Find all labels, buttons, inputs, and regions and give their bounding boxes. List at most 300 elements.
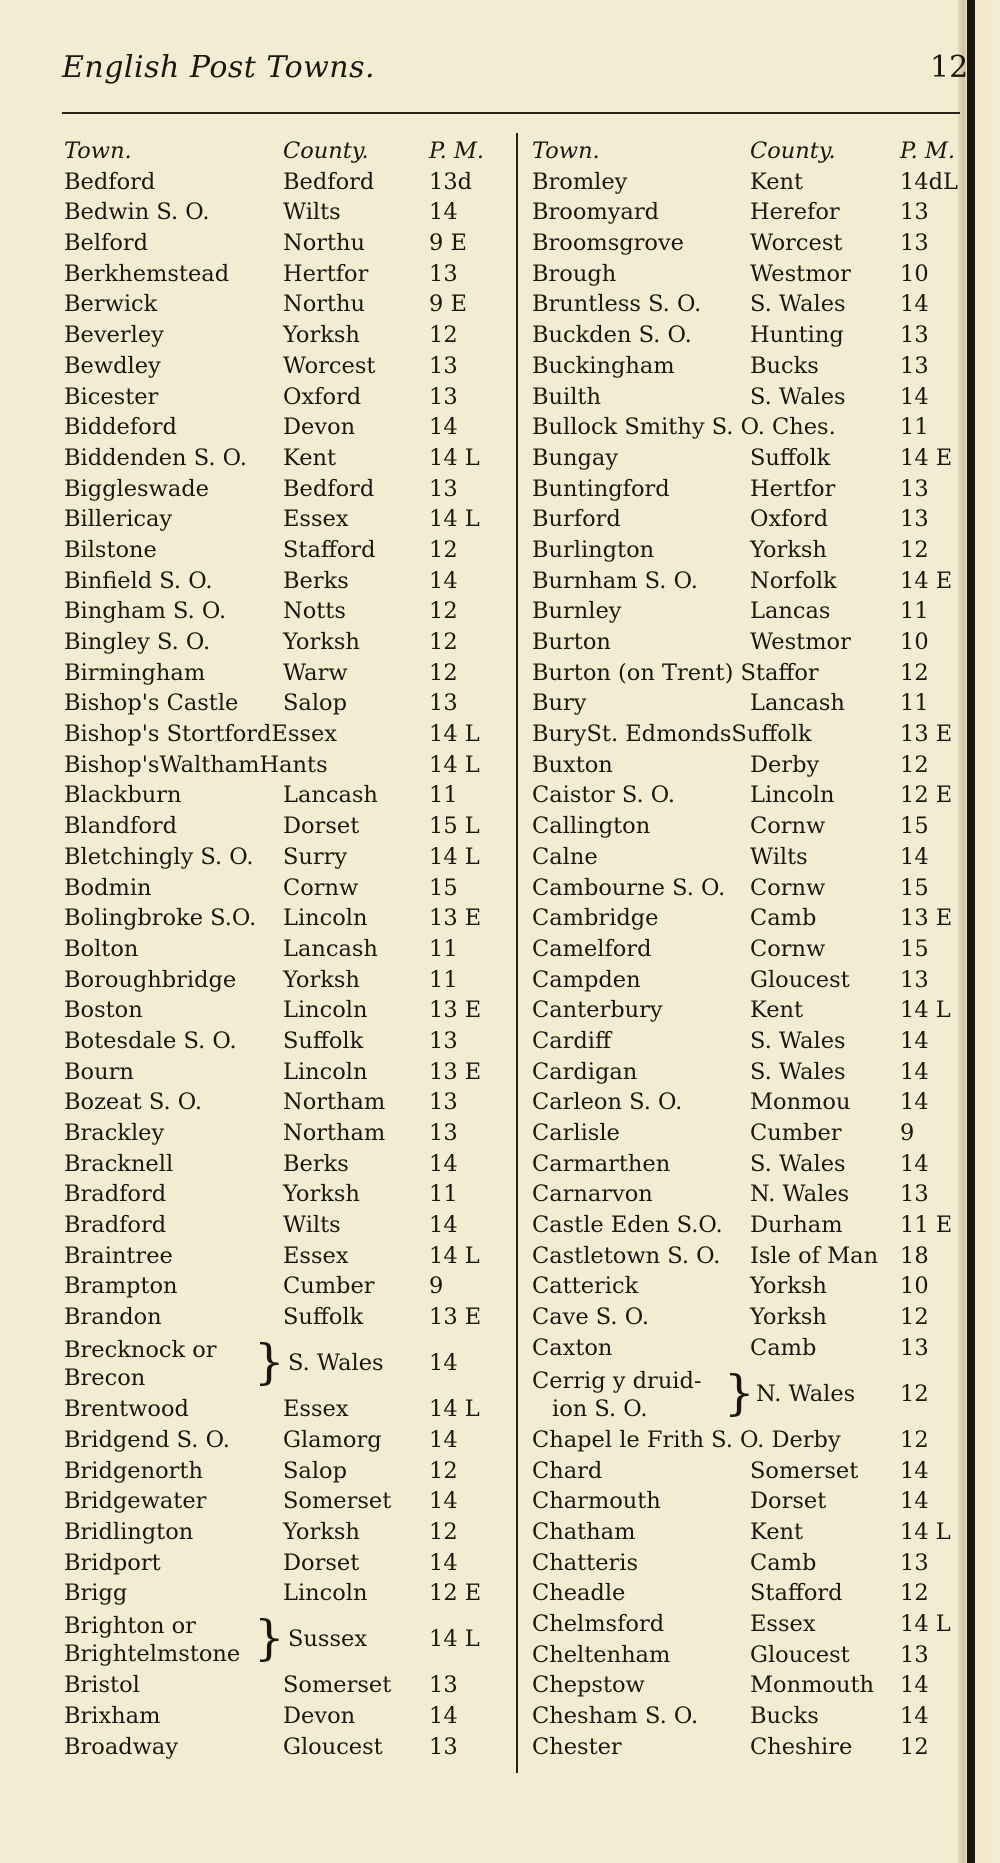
town-cell: Blandford <box>64 813 178 840</box>
town-cell: Carlisle <box>532 1120 620 1146</box>
town-cell: Bodmin <box>64 874 152 901</box>
pm-cell: 14 <box>429 1703 458 1730</box>
town-cell: Bungay <box>532 444 619 471</box>
town-cell: Burton (on Trent) Staffor <box>532 659 819 686</box>
pm-cell: 14 <box>900 1150 929 1177</box>
town-cell: Carmarthen <box>532 1150 671 1177</box>
county-cell: Essex <box>750 1611 816 1638</box>
pm-cell: 12 <box>900 1426 929 1453</box>
town-cell: Bedford <box>64 168 156 195</box>
town-cell: Boroughbridge <box>64 966 237 993</box>
county-cell: Essex <box>283 1396 349 1423</box>
pm-cell: 13 <box>900 1641 929 1668</box>
pm-cell: 11 <box>429 966 458 993</box>
pm-cell: 13 <box>429 260 458 287</box>
county-cell: Bucks <box>750 352 819 379</box>
town-cell: Broomyard <box>532 199 660 226</box>
town-cell: Bradford <box>64 1212 167 1239</box>
county-cell: Cornw <box>283 874 359 901</box>
town-cell: Chatteris <box>532 1549 639 1576</box>
county-cell: Yorksh <box>283 1181 360 1208</box>
pm-cell: 14 L <box>429 843 480 870</box>
county-cell: Kent <box>750 1518 804 1545</box>
county-cell: Suffolk <box>750 444 831 471</box>
pm-cell: 12 <box>900 536 929 563</box>
town-cell: Bourn <box>64 1058 134 1085</box>
town-cell: Buxton <box>532 751 613 778</box>
town-cell: Camelford <box>532 935 652 962</box>
town-cell: Chatham <box>532 1518 636 1545</box>
town-cell: Brixham <box>64 1703 161 1730</box>
town-cell: Buckden S. O. <box>532 322 692 349</box>
pm-cell: 12 <box>429 598 458 625</box>
pm-cell: 14 <box>900 383 929 410</box>
town-cell: Bishop's StortfordEssex <box>64 721 337 748</box>
county-cell: Warw <box>283 659 348 686</box>
town-cell: Bullock Smithy S. O. Ches. <box>532 414 836 441</box>
book-binding <box>967 0 975 1863</box>
pm-cell: 9 <box>900 1120 915 1146</box>
town-cell: Botesdale S. O. <box>64 1027 237 1054</box>
pm-cell: 14 <box>429 414 458 441</box>
town-cell: Belford <box>64 230 149 257</box>
county-cell: Dorset <box>283 813 360 840</box>
county-cell: Oxford <box>750 506 829 533</box>
county-cell: Glamorg <box>283 1426 382 1453</box>
town-cell: Braintree <box>64 1242 173 1269</box>
county-cell: Cornw <box>750 935 826 962</box>
county-cell: Notts <box>283 598 346 625</box>
pm-cell: 10 <box>900 629 929 655</box>
county-cell: Kent <box>283 444 337 471</box>
page-number: 12 <box>930 50 969 85</box>
town-cell: Bilstone <box>64 536 157 563</box>
county-cell: Northam <box>283 1089 386 1116</box>
pm-cell: 12 <box>429 629 458 655</box>
town-cell: Cambridge <box>532 905 659 932</box>
column-divider <box>516 133 518 1773</box>
pm-cell: 14 E <box>900 567 953 594</box>
county-cell: Worcest <box>750 230 843 257</box>
county-cell: Northu <box>283 291 366 318</box>
pm-cell: 9 E <box>429 230 467 257</box>
pm-cell: 13 <box>429 690 458 717</box>
county-cell: Somerset <box>750 1457 859 1484</box>
pm-cell: 14 <box>900 1672 929 1699</box>
county-cell: N. Wales <box>756 1380 856 1407</box>
town-cell: Bridlington <box>64 1518 194 1545</box>
county-cell: Stafford <box>750 1580 843 1607</box>
town-cell: Carleon S. O. <box>532 1089 683 1116</box>
pm-cell: 14 <box>429 199 458 226</box>
town-cell: Billericay <box>64 506 173 533</box>
county-cell: Dorset <box>283 1549 360 1576</box>
header-rule <box>62 112 960 114</box>
pm-cell: 12 <box>900 1580 929 1607</box>
pm-cell: 11 <box>900 690 929 717</box>
county-cell: N. Wales <box>750 1181 850 1208</box>
county-cell: Lancash <box>283 935 378 962</box>
town-cell: Castle Eden S.O. <box>532 1212 723 1239</box>
town-cell <box>532 1364 702 1423</box>
town-cell: Canterbury <box>532 997 663 1024</box>
town-cell: Broadway <box>64 1733 179 1760</box>
pm-cell: 14 <box>900 843 929 870</box>
county-cell: Dorset <box>750 1488 827 1515</box>
county-cell: Yorksh <box>750 1304 827 1331</box>
town-cell <box>64 1333 217 1392</box>
pm-cell: 14 <box>900 291 929 318</box>
county-cell: Isle of Man <box>750 1242 879 1269</box>
town-line: Cerrig y druid- <box>532 1367 702 1394</box>
county-cell: Lancash <box>283 782 378 809</box>
town-cell: Bury <box>532 690 587 717</box>
county-cell: S. Wales <box>750 291 846 318</box>
town-cell: Chapel le Frith S. O. Derby <box>532 1426 841 1453</box>
pm-cell: 12 <box>900 1304 929 1331</box>
town-cell: Bicester <box>64 383 159 410</box>
county-cell: Northu <box>283 230 366 257</box>
brace-glyph: } <box>254 1333 285 1390</box>
town-line: Brecon <box>64 1364 146 1391</box>
county-cell: Cornw <box>750 874 826 901</box>
town-cell: Bedwin S. O. <box>64 199 210 226</box>
county-cell: Yorksh <box>283 322 360 349</box>
town-cell: Buntingford <box>532 475 670 502</box>
pm-cell: 13 <box>900 475 929 502</box>
town-cell: Blackburn <box>64 782 182 809</box>
county-cell: Cumber <box>283 1273 375 1300</box>
pm-cell: 18 <box>900 1242 929 1269</box>
county-cell: S. Wales <box>288 1349 384 1376</box>
left-header-county: County. <box>283 138 369 164</box>
town-cell: Charmouth <box>532 1488 661 1515</box>
town-cell: Burnham S. O. <box>532 567 698 594</box>
county-cell: Hertfor <box>283 260 369 287</box>
county-cell: Stafford <box>283 536 376 563</box>
town-line: Brightelmstone <box>64 1641 241 1668</box>
county-cell: Gloucest <box>283 1733 383 1760</box>
town-cell: Bromley <box>532 168 628 195</box>
town-cell: Beverley <box>64 322 164 349</box>
town-cell: Biddeford <box>64 414 177 441</box>
county-cell: Monmou <box>750 1089 851 1116</box>
county-cell: Sussex <box>288 1626 368 1653</box>
pm-cell: 12 <box>900 751 929 778</box>
town-cell: Brentwood <box>64 1396 189 1423</box>
town-cell: Builth <box>532 383 601 410</box>
county-cell: Surry <box>283 843 348 870</box>
county-cell: Herefor <box>750 199 840 226</box>
pm-cell: 14 <box>900 1027 929 1054</box>
town-cell: Cave S. O. <box>532 1304 650 1331</box>
pm-cell: 14 E <box>900 444 953 471</box>
pm-cell: 11 <box>429 935 458 962</box>
pm-cell: 12 <box>429 1457 458 1484</box>
county-cell: Norfolk <box>750 567 837 594</box>
town-cell: Chesham S. O. <box>532 1703 699 1730</box>
county-cell: Cumber <box>750 1120 842 1146</box>
county-cell: Yorksh <box>750 536 827 563</box>
county-cell: Lincoln <box>750 782 835 809</box>
town-cell: Brigg <box>64 1580 128 1607</box>
pm-cell: 13 <box>900 1334 929 1361</box>
town-cell: Bingham S. O. <box>64 598 227 625</box>
pm-cell: 13 <box>900 322 929 349</box>
pm-cell: 13 <box>429 1672 458 1699</box>
right-header-town: Town. <box>532 138 600 164</box>
town-cell: Bishop's Castle <box>64 690 239 717</box>
county-cell: Worcest <box>283 352 376 379</box>
county-cell: Hertfor <box>750 475 836 502</box>
pm-cell: 9 E <box>429 291 467 318</box>
town-cell: Bruntless S. O. <box>532 291 702 318</box>
county-cell: Devon <box>283 1703 356 1730</box>
town-cell: BurySt. EdmondsSuffolk <box>532 721 812 748</box>
county-cell: Somerset <box>283 1672 392 1699</box>
pm-cell: 14 <box>900 1703 929 1730</box>
county-cell: Camb <box>750 1334 817 1361</box>
pm-cell: 12 <box>900 659 929 686</box>
town-cell: Berkhemstead <box>64 260 230 287</box>
pm-cell: 13 <box>429 1120 458 1146</box>
town-cell: Boston <box>64 997 143 1024</box>
town-cell: Bridgenorth <box>64 1457 203 1484</box>
pm-cell: 14 L <box>900 1518 951 1545</box>
pm-cell: 11 <box>429 1181 458 1208</box>
pm-cell: 13 E <box>900 721 953 748</box>
town-cell: Brandon <box>64 1304 162 1331</box>
pm-cell: 11 E <box>900 1212 953 1239</box>
county-cell: Yorksh <box>750 1273 827 1300</box>
town-cell: Biddenden S. O. <box>64 444 247 471</box>
county-cell: Derby <box>750 751 820 778</box>
county-cell: Somerset <box>283 1488 392 1515</box>
pm-cell: 13 E <box>429 997 482 1024</box>
county-cell: Suffolk <box>283 1304 364 1331</box>
pm-cell: 13 <box>900 230 929 257</box>
town-cell: Bracknell <box>64 1150 174 1177</box>
county-cell: Monmouth <box>750 1672 874 1699</box>
county-cell: Salop <box>283 1457 347 1484</box>
pm-cell: 10 <box>900 1273 929 1300</box>
pm-cell: 14 <box>429 567 458 594</box>
pm-cell: 14 <box>429 1349 458 1376</box>
town-cell: Chester <box>532 1733 622 1760</box>
town-cell: Broomsgrove <box>532 230 684 257</box>
county-cell: Devon <box>283 414 356 441</box>
county-cell: Essex <box>283 1242 349 1269</box>
town-cell: Carnarvon <box>532 1181 653 1208</box>
county-cell: Cheshire <box>750 1733 853 1760</box>
town-cell: Berwick <box>64 291 158 318</box>
pm-cell: 14 <box>429 1150 458 1177</box>
pm-cell: 13 E <box>429 1304 482 1331</box>
town-cell <box>64 1609 240 1668</box>
pm-cell: 14 <box>429 1426 458 1453</box>
county-cell: Yorksh <box>283 1518 360 1545</box>
pm-cell: 14 L <box>429 506 480 533</box>
town-cell: Bridgewater <box>64 1488 207 1515</box>
town-cell: Bewdley <box>64 352 161 379</box>
pm-cell: 15 <box>900 874 929 901</box>
pm-cell: 13 E <box>900 905 953 932</box>
pm-cell: 14 L <box>429 444 480 471</box>
county-cell: S. Wales <box>750 1058 846 1085</box>
county-cell: S. Wales <box>750 1027 846 1054</box>
pm-cell: 13 <box>429 352 458 379</box>
pm-cell: 13d <box>429 168 473 195</box>
county-cell: Berks <box>283 567 349 594</box>
county-cell: Lincoln <box>283 997 368 1024</box>
county-cell: Bedford <box>283 475 375 502</box>
pm-cell: 13 <box>429 383 458 410</box>
pm-cell: 11 <box>900 598 929 625</box>
town-cell: Binfield S. O. <box>64 567 213 594</box>
town-cell: Calne <box>532 843 598 870</box>
county-cell: Northam <box>283 1120 386 1146</box>
pm-cell: 14 <box>900 1058 929 1085</box>
pm-cell: 14 L <box>429 1242 480 1269</box>
town-cell: Cheadle <box>532 1580 626 1607</box>
pm-cell: 14 L <box>900 1611 951 1638</box>
county-cell: Gloucest <box>750 966 850 993</box>
town-cell: Burlington <box>532 536 655 563</box>
pm-cell: 14 <box>900 1457 929 1484</box>
county-cell: Kent <box>750 168 804 195</box>
pm-cell: 10 <box>900 260 929 287</box>
page-edge <box>958 0 1000 1863</box>
pm-cell: 14 L <box>429 751 480 778</box>
town-cell: Campden <box>532 966 641 993</box>
pm-cell: 12 E <box>429 1580 482 1607</box>
county-cell: Gloucest <box>750 1641 850 1668</box>
county-cell: Berks <box>283 1150 349 1177</box>
town-cell: Burford <box>532 506 621 533</box>
county-cell: Westmor <box>750 629 851 655</box>
town-cell: Callington <box>532 813 651 840</box>
town-cell: Bridport <box>64 1549 161 1576</box>
pm-cell: 14 <box>900 1488 929 1515</box>
town-cell: Cardigan <box>532 1058 638 1085</box>
town-cell: Burton <box>532 629 611 655</box>
pm-cell: 9 <box>429 1273 444 1300</box>
town-cell: Caistor S. O. <box>532 782 676 809</box>
pm-cell: 12 <box>429 1518 458 1545</box>
town-cell: Bridgend S. O. <box>64 1426 230 1453</box>
pm-cell: 12 <box>900 1733 929 1760</box>
town-cell: Cambourne S. O. <box>532 874 726 901</box>
town-cell: Bingley S. O. <box>64 629 211 655</box>
pm-cell: 12 <box>429 322 458 349</box>
pm-cell: 14 L <box>429 1396 480 1423</box>
county-cell: Yorksh <box>283 629 360 655</box>
pm-cell: 13 <box>429 1089 458 1116</box>
county-cell: Essex <box>283 506 349 533</box>
town-cell: Caxton <box>532 1334 613 1361</box>
county-cell: Cornw <box>750 813 826 840</box>
county-cell: Wilts <box>750 843 808 870</box>
brace-glyph: } <box>254 1610 285 1667</box>
county-cell: Salop <box>283 690 347 717</box>
pm-cell: 14 <box>429 1212 458 1239</box>
pm-cell: 13 <box>900 1181 929 1208</box>
county-cell: Bucks <box>750 1703 819 1730</box>
county-cell: Hunting <box>750 322 844 349</box>
right-header-county: County. <box>750 138 836 164</box>
left-header-town: Town. <box>64 138 132 164</box>
town-cell: Biggleswade <box>64 475 209 502</box>
pm-cell: 13 <box>900 1549 929 1576</box>
town-cell: Cardiff <box>532 1027 611 1054</box>
county-cell: Westmor <box>750 260 851 287</box>
pm-cell: 13 E <box>429 905 482 932</box>
county-cell: Camb <box>750 1549 817 1576</box>
pm-cell: 14 <box>429 1488 458 1515</box>
county-cell: Kent <box>750 997 804 1024</box>
pm-cell: 15 <box>429 874 458 901</box>
town-cell: Buckingham <box>532 352 675 379</box>
town-cell: Bletchingly S. O. <box>64 843 254 870</box>
town-cell: Chard <box>532 1457 603 1484</box>
pm-cell: 12 <box>429 659 458 686</box>
town-line: Brecknock or <box>64 1336 217 1363</box>
pm-cell: 13 <box>900 506 929 533</box>
county-cell: Oxford <box>283 383 362 410</box>
town-cell: Chelmsford <box>532 1611 665 1638</box>
pm-cell: 13 <box>900 199 929 226</box>
pm-cell: 11 <box>429 782 458 809</box>
town-cell: Bolingbroke S.O. <box>64 905 257 932</box>
pm-cell: 13 E <box>429 1058 482 1085</box>
town-line: Brighton or <box>64 1613 196 1640</box>
county-cell: Durham <box>750 1212 843 1239</box>
pm-cell: 15 <box>900 813 929 840</box>
town-line: ion S. O. <box>552 1395 648 1422</box>
county-cell: S. Wales <box>750 383 846 410</box>
pm-cell: 13 <box>900 966 929 993</box>
pm-cell: 13 <box>429 1027 458 1054</box>
town-cell: Brackley <box>64 1120 165 1146</box>
pm-cell: 14 <box>429 1549 458 1576</box>
town-cell: Bolton <box>64 935 139 962</box>
pm-cell: 12 <box>429 536 458 563</box>
left-header-pm: P. M. <box>429 138 485 164</box>
pm-cell: 14 L <box>900 997 951 1024</box>
county-cell: Lancas <box>750 598 831 625</box>
town-cell: Chepstow <box>532 1672 645 1699</box>
pm-cell: 14 <box>900 1089 929 1116</box>
county-cell: Lancash <box>750 690 845 717</box>
pm-cell: 13 <box>429 475 458 502</box>
county-cell: Bedford <box>283 168 375 195</box>
county-cell: Camb <box>750 905 817 932</box>
town-cell: Castletown S. O. <box>532 1242 721 1269</box>
brace-glyph: } <box>724 1364 755 1421</box>
town-cell: Bradford <box>64 1181 167 1208</box>
pm-cell: 14 L <box>429 1626 480 1653</box>
town-cell: Brampton <box>64 1273 178 1300</box>
county-cell: Wilts <box>283 199 341 226</box>
page-title: English Post Towns. <box>62 50 376 85</box>
pm-cell: 11 <box>900 414 929 441</box>
county-cell: Suffolk <box>283 1027 364 1054</box>
pm-cell: 14 L <box>429 721 480 748</box>
county-cell: S. Wales <box>750 1150 846 1177</box>
county-cell: Lincoln <box>283 1058 368 1085</box>
town-cell: Cheltenham <box>532 1641 671 1668</box>
town-cell: Bishop'sWalthamHants <box>64 751 328 778</box>
